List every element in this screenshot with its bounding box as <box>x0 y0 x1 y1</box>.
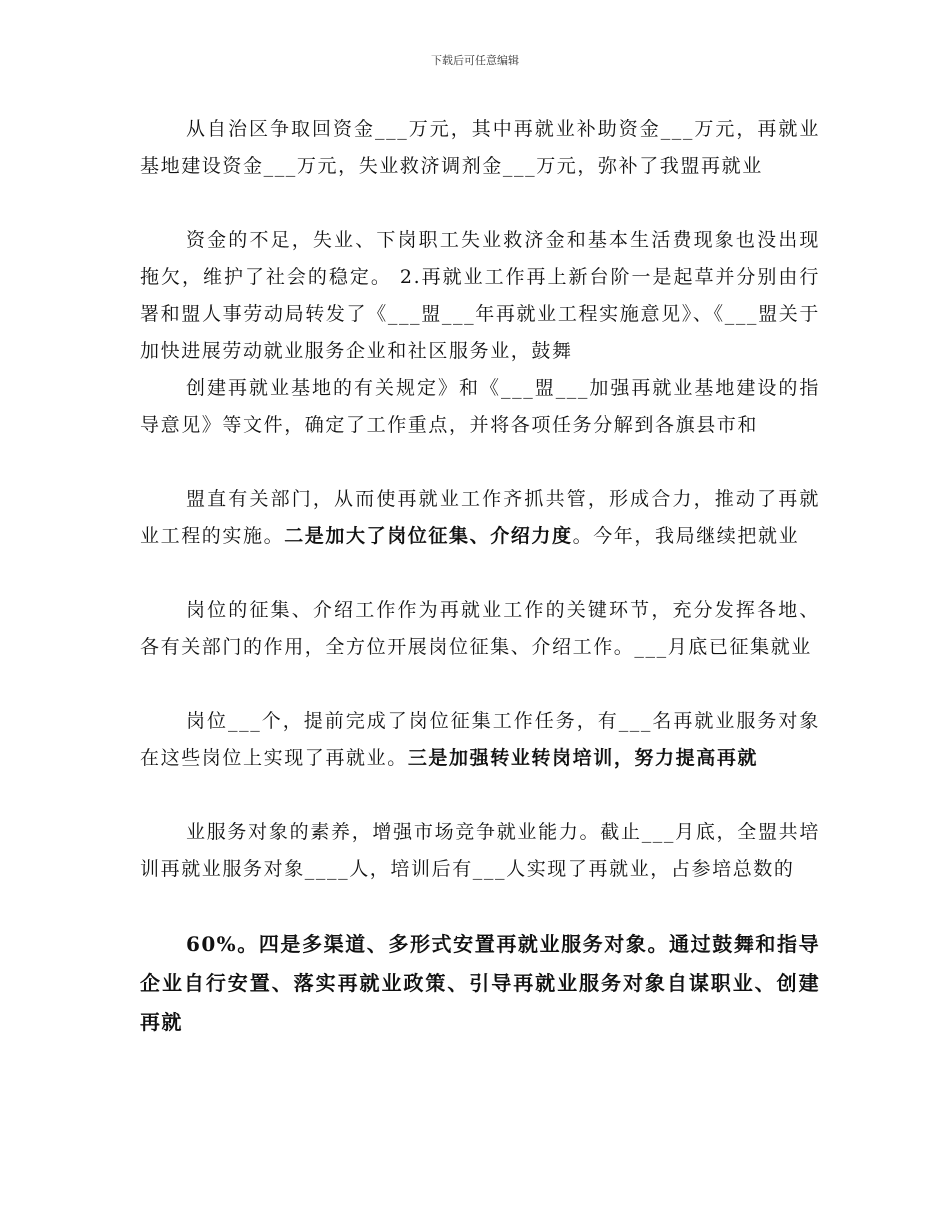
paragraph-4 <box>140 481 820 555</box>
paragraph-1 <box>140 111 820 185</box>
paragraph-2 <box>140 222 820 370</box>
paragraph-bold-text: 60%。四是多渠道、多形式安置再就业服务对象。通过鼓舞和指导企业自行安置、落实再就业政策、引导再就业服务对象自谋职业、创建再就 <box>140 932 820 1034</box>
paragraph-3 <box>140 370 820 444</box>
paragraph-text: 业服务对象的素养，增强市场竞争就业能力。截止___月底，全盟共培训再就业服务对象____人，培训后有___人实现了再就业，占参培总数的 <box>140 821 820 880</box>
paragraph-bold-text: 二是加大了岗位征集、介绍力度 <box>284 525 573 547</box>
paragraph-8 <box>140 925 820 1042</box>
paragraph-text: 。今年，我局继续把就业 <box>572 525 800 547</box>
paragraph-text: 创建再就业基地的有关规定》和《___盟___加强再就业基地建设的指导意见》等文件，确定了工作重点，并将各项任务分解到各旗县市和 <box>140 377 820 436</box>
paragraph-text: 岗位的征集、介绍工作作为再就业工作的关键环节，充分发挥各地、各有关部门的作用，全方位开展岗位征集、介绍工作。___月底已征集就业 <box>140 599 820 658</box>
paragraph-7 <box>140 814 820 888</box>
paragraph-text: 资金的不足，失业、下岗职工失业救济金和基本生活费现象也没出现拖欠，维护了社会的稳定。 2.再就业工作再上新台阶一是起草并分别由行署和盟人事劳动局转发了《___盟___年再就业工程实施意见》、《___盟关于加快进展劳动就业服务企业和社区服务业，鼓舞 <box>140 229 820 362</box>
page-header: 下载后可任意编辑 <box>431 54 519 67</box>
paragraph-6 <box>140 703 820 777</box>
paragraph-bold-text: 三是加强转业转岗培训，努力提高再就 <box>407 747 759 769</box>
paragraph-5 <box>140 592 820 666</box>
paragraph-text: 从自治区争取回资金___万元，其中再就业补助资金___万元，再就业基地建设资金___万元，失业救济调剂金___万元，弥补了我盟再就业 <box>140 118 820 177</box>
paragraph-text: 岗位___个，提前完成了岗位征集工作任务，有___名再就业服务对象在这些岗位上实现了再就业。 <box>140 710 820 769</box>
paragraph-text: 盟直有关部门，从而使再就业工作齐抓共管，形成合力，推动了再就业工程的实施。 <box>140 488 820 547</box>
